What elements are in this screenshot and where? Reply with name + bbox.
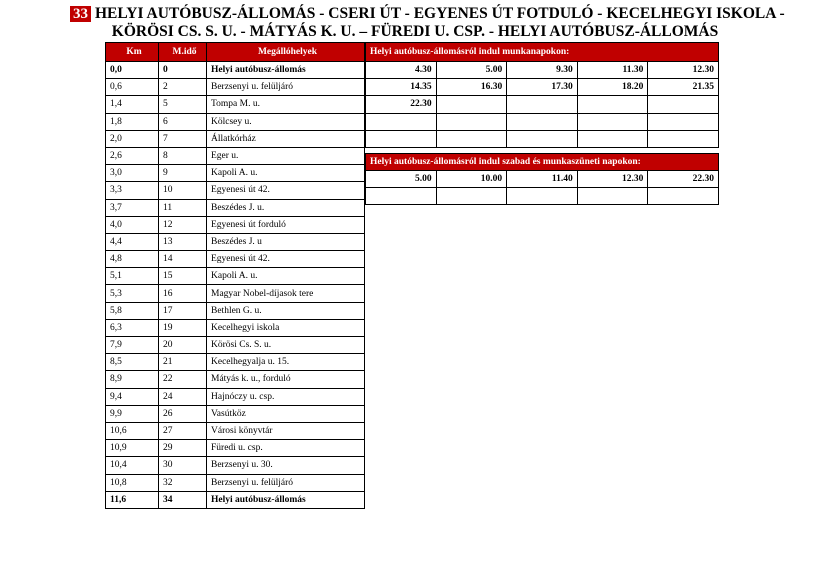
departure-time-cell: 11.30 xyxy=(577,62,648,79)
departure-time-cell xyxy=(436,113,507,130)
stop-name-cell: Beszédes J. u xyxy=(207,233,365,250)
stop-name-cell: Berzsenyi u. 30. xyxy=(207,457,365,474)
departure-time-cell xyxy=(366,130,437,147)
km-cell: 6,3 xyxy=(106,319,159,336)
stop-name-cell: Magyar Nobel-díjasok tere xyxy=(207,285,365,302)
title-line-1 xyxy=(70,5,785,23)
stop-name-cell: Hajnóczy u. csp. xyxy=(207,388,365,405)
stop-name-cell: Tompa M. u. xyxy=(207,96,365,113)
minutes-cell: 27 xyxy=(159,422,207,439)
stop-name-cell: Eger u. xyxy=(207,147,365,164)
table-row xyxy=(106,62,365,79)
departure-time-cell: 5.00 xyxy=(436,62,507,79)
weekday-departures-table xyxy=(365,42,719,148)
departure-row xyxy=(366,130,719,147)
minutes-cell: 12 xyxy=(159,216,207,233)
minutes-cell: 0 xyxy=(159,62,207,79)
km-cell: 4,4 xyxy=(106,233,159,250)
table-row xyxy=(106,147,365,164)
minutes-cell: 11 xyxy=(159,199,207,216)
km-cell: 8,5 xyxy=(106,354,159,371)
stops-table xyxy=(105,42,365,509)
stop-name-cell: Városi könyvtár xyxy=(207,422,365,439)
minutes-cell: 14 xyxy=(159,251,207,268)
minutes-cell: 26 xyxy=(159,405,207,422)
minutes-cell: 34 xyxy=(159,491,207,508)
km-cell: 3,7 xyxy=(106,199,159,216)
table-row xyxy=(106,440,365,457)
table-row xyxy=(106,199,365,216)
km-cell: 1,8 xyxy=(106,113,159,130)
departure-time-cell: 22.30 xyxy=(366,96,437,113)
stop-name-cell: Kapoli A. u. xyxy=(207,165,365,182)
stop-name-cell: Kapoli A. u. xyxy=(207,268,365,285)
departure-time-cell xyxy=(507,130,578,147)
stop-name-cell: Kölcsey u. xyxy=(207,113,365,130)
minutes-cell: 5 xyxy=(159,96,207,113)
km-cell: 5,3 xyxy=(106,285,159,302)
departure-time-cell xyxy=(577,188,648,205)
stop-name-cell: Helyi autóbusz-állomás xyxy=(207,62,365,79)
stop-name-cell: Beszédes J. u. xyxy=(207,199,365,216)
departure-row xyxy=(366,171,719,188)
weekend-header: Helyi autóbusz-állomásról indul szabad és munkaszüneti napokon: xyxy=(366,154,719,171)
stop-name-cell: Füredi u. csp. xyxy=(207,440,365,457)
departure-time-cell xyxy=(648,188,719,205)
departure-time-cell: 5.00 xyxy=(366,171,437,188)
minutes-cell: 24 xyxy=(159,388,207,405)
km-cell: 2,0 xyxy=(106,130,159,147)
table-row xyxy=(106,337,365,354)
page-title xyxy=(70,5,785,40)
departure-time-cell: 16.30 xyxy=(436,79,507,96)
minutes-cell: 9 xyxy=(159,165,207,182)
table-row xyxy=(106,79,365,96)
departure-time-cell: 21.35 xyxy=(648,79,719,96)
minutes-cell: 22 xyxy=(159,371,207,388)
departure-time-cell xyxy=(436,130,507,147)
minutes-cell: 32 xyxy=(159,474,207,491)
stop-name-cell: Helyi autóbusz-állomás xyxy=(207,491,365,508)
departure-time-cell xyxy=(507,96,578,113)
departure-time-cell xyxy=(507,113,578,130)
minutes-cell: 10 xyxy=(159,182,207,199)
table-row xyxy=(106,474,365,491)
km-cell: 1,4 xyxy=(106,96,159,113)
departure-time-cell: 10.00 xyxy=(436,171,507,188)
table-row xyxy=(106,182,365,199)
departure-time-cell xyxy=(577,96,648,113)
km-cell: 8,9 xyxy=(106,371,159,388)
table-row xyxy=(106,113,365,130)
km-cell: 10,4 xyxy=(106,457,159,474)
departure-time-cell xyxy=(648,96,719,113)
minutes-cell: 21 xyxy=(159,354,207,371)
table-row xyxy=(106,96,365,113)
stop-name-cell: Egyenesi út forduló xyxy=(207,216,365,233)
departure-time-cell xyxy=(366,113,437,130)
table-row xyxy=(106,285,365,302)
minutes-cell: 2 xyxy=(159,79,207,96)
minutes-cell: 20 xyxy=(159,337,207,354)
table-row xyxy=(106,422,365,439)
km-cell: 7,9 xyxy=(106,337,159,354)
minutes-cell: 29 xyxy=(159,440,207,457)
km-cell: 3,3 xyxy=(106,182,159,199)
departure-time-cell: 14.35 xyxy=(366,79,437,96)
table-row xyxy=(106,251,365,268)
km-cell: 10,8 xyxy=(106,474,159,491)
departure-time-cell xyxy=(507,188,578,205)
stop-name-cell: Mátyás k. u., forduló xyxy=(207,371,365,388)
departure-time-cell xyxy=(648,130,719,147)
km-cell: 4,0 xyxy=(106,216,159,233)
departure-time-cell: 22.30 xyxy=(648,171,719,188)
minutes-header: M.idő xyxy=(159,43,207,62)
minutes-cell: 16 xyxy=(159,285,207,302)
stop-name-header: Megállóhelyek xyxy=(207,43,365,62)
km-cell: 9,4 xyxy=(106,388,159,405)
stop-name-cell: Kecelhegyi iskola xyxy=(207,319,365,336)
minutes-cell: 6 xyxy=(159,113,207,130)
minutes-cell: 8 xyxy=(159,147,207,164)
table-row xyxy=(106,233,365,250)
route-number-badge: 33 xyxy=(70,6,91,22)
stop-name-cell: Kecelhegyalja u. 15. xyxy=(207,354,365,371)
stop-name-cell: Egyenesi út 42. xyxy=(207,182,365,199)
departure-time-cell xyxy=(577,130,648,147)
table-row xyxy=(106,491,365,508)
departure-time-cell: 4.30 xyxy=(366,62,437,79)
km-cell: 3,0 xyxy=(106,165,159,182)
km-cell: 9,9 xyxy=(106,405,159,422)
minutes-cell: 13 xyxy=(159,233,207,250)
departure-row xyxy=(366,188,719,205)
minutes-cell: 19 xyxy=(159,319,207,336)
km-header: Km xyxy=(106,43,159,62)
table-row xyxy=(106,354,365,371)
table-row xyxy=(106,268,365,285)
km-cell: 10,9 xyxy=(106,440,159,457)
departure-time-cell: 18.20 xyxy=(577,79,648,96)
weekend-departures-table xyxy=(365,153,719,205)
km-cell: 5,8 xyxy=(106,302,159,319)
stop-name-cell: Berzsenyi u. felüljáró xyxy=(207,474,365,491)
minutes-cell: 17 xyxy=(159,302,207,319)
table-row xyxy=(106,130,365,147)
table-row xyxy=(106,165,365,182)
km-cell: 10,6 xyxy=(106,422,159,439)
stop-name-cell: Egyenesi út 42. xyxy=(207,251,365,268)
title-line-1-text: HELYI AUTÓBUSZ-ÁLLOMÁS - CSERI ÚT - EGYENES ÚT FOTDULÓ - KECELHEGYI ISKOLA - xyxy=(95,5,785,22)
departure-time-cell xyxy=(366,188,437,205)
departure-time-cell: 17.30 xyxy=(507,79,578,96)
departure-row xyxy=(366,62,719,79)
departure-row xyxy=(366,113,719,130)
departure-time-cell: 11.40 xyxy=(507,171,578,188)
table-row xyxy=(106,457,365,474)
departure-time-cell: 12.30 xyxy=(648,62,719,79)
km-cell: 0,0 xyxy=(106,62,159,79)
stop-name-cell: Berzsenyi u. felüljáró xyxy=(207,79,365,96)
stop-name-cell: Körösi Cs. S. u. xyxy=(207,337,365,354)
table-row xyxy=(106,388,365,405)
departure-time-cell xyxy=(436,96,507,113)
km-cell: 0,6 xyxy=(106,79,159,96)
weekday-header: Helyi autóbusz-állomásról indul munkanapokon: xyxy=(366,43,719,62)
minutes-cell: 30 xyxy=(159,457,207,474)
table-row xyxy=(106,216,365,233)
departure-row xyxy=(366,79,719,96)
stop-name-cell: Állatkórház xyxy=(207,130,365,147)
table-row xyxy=(106,371,365,388)
departure-row xyxy=(366,96,719,113)
title-line-2: KÖRÖSI CS. S. U. - MÁTYÁS K. U. – FÜREDI U. CSP. - HELYI AUTÓBUSZ-ÁLLOMÁS xyxy=(111,23,719,40)
departure-time-cell xyxy=(436,188,507,205)
km-cell: 11,6 xyxy=(106,491,159,508)
minutes-cell: 7 xyxy=(159,130,207,147)
stop-name-cell: Bethlen G. u. xyxy=(207,302,365,319)
departure-time-cell xyxy=(577,113,648,130)
minutes-cell: 15 xyxy=(159,268,207,285)
departure-time-cell: 12.30 xyxy=(577,171,648,188)
table-row xyxy=(106,302,365,319)
km-cell: 2,6 xyxy=(106,147,159,164)
departure-time-cell: 9.30 xyxy=(507,62,578,79)
stop-name-cell: Vasútköz xyxy=(207,405,365,422)
departure-time-cell xyxy=(648,113,719,130)
km-cell: 4,8 xyxy=(106,251,159,268)
table-row xyxy=(106,319,365,336)
km-cell: 5,1 xyxy=(106,268,159,285)
table-row xyxy=(106,405,365,422)
